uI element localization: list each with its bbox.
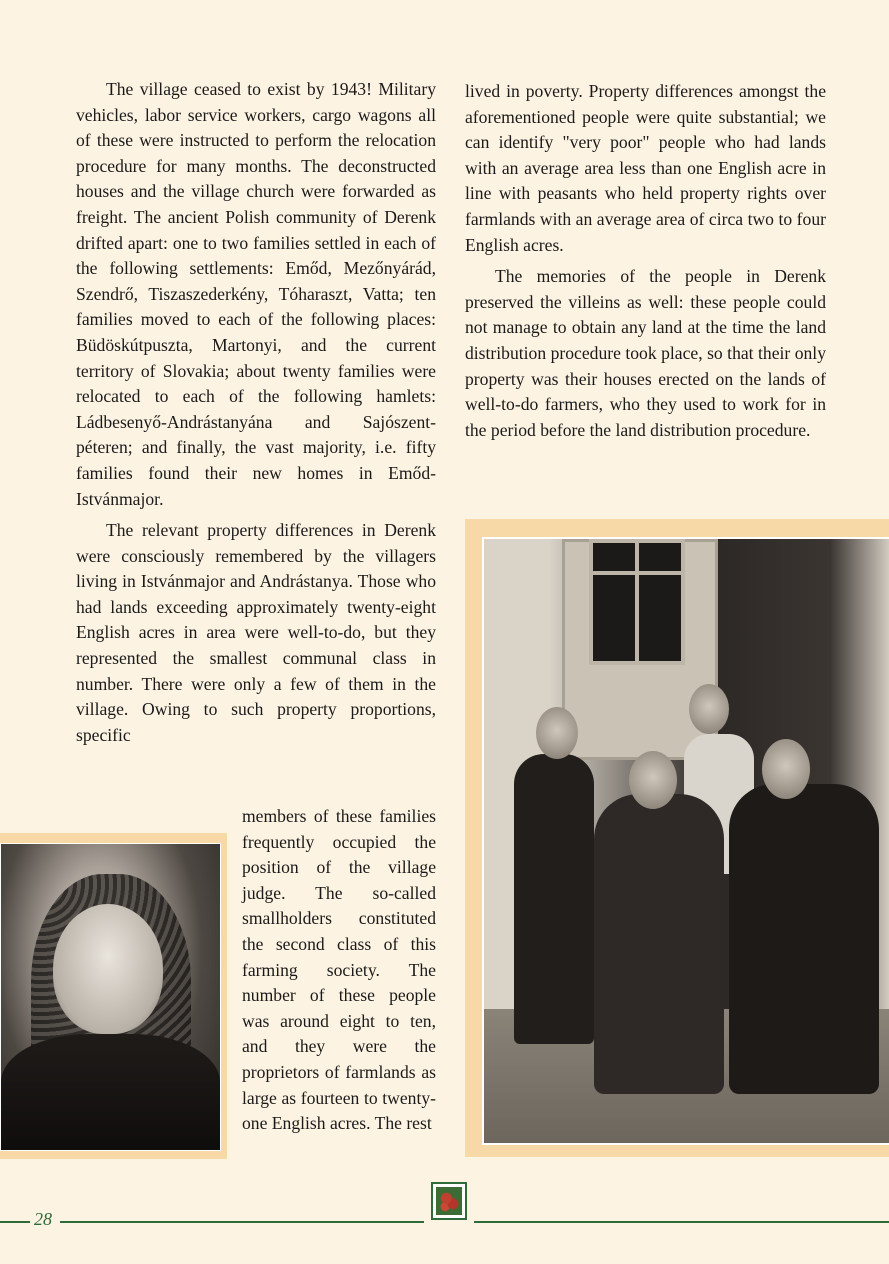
text-column-left [76, 77, 436, 754]
head-seated-middle [629, 751, 677, 809]
paragraph-village-judge: members of these families frequently occupied the position of the village judge. The so-called smallholders constituted the second class of this farming society. The number of these people was around eight to ten, and they were the proprietors of farmlands as large as fourteen to twenty-one English acres. The rest [242, 806, 436, 1134]
footer-rule-left [0, 1221, 30, 1223]
person-seated-right [729, 784, 879, 1094]
body-shape [1, 1034, 220, 1151]
window-shape [589, 539, 685, 665]
head-back-girl [689, 684, 729, 734]
window-frame-horizontal [593, 571, 681, 575]
group-photo-four-women [482, 537, 889, 1145]
paragraph-property-differences: The relevant property differences in Derenk were consciously remembered by the villagers living in Istvánmajor and Andrástanya. Those who had lands exceeding approximately twenty-eight English acres in area were well-to-do, but they represented the smallest communal class in number. There were only a few of them in the village. Owing to such property proportions, specific [76, 520, 436, 745]
person-seated-middle [594, 794, 724, 1094]
footer-emblem-icon [431, 1182, 467, 1220]
paragraph-relocation: The village ceased to exist by 1943! Military vehicles, labor service workers, cargo wagons all of these were instructed to perform the relocation procedure for many months. The deconstructed houses and the village church were forwarded as freight. The ancient Polish community of Derenk drifted apart: one to two families settled in each of the following settlements: Emőd, Mezőnyárád, Szendrő, Tiszaszederkény, Tóharaszt, Vatta; ten families moved to each of the following places: Büdöskútpuszta, Martonyi, and the current territory of Slovakia; about twenty families were relocated to each of the following hamlets: Ládbesenyő-Andrástanyána and Sajószent-péteren; and finally, the vast majority, i.e. fifty families found their new homes in Emőd-Istvánmajor. [76, 79, 436, 509]
page-number: 28 [34, 1209, 52, 1229]
text-column-narrow [242, 804, 436, 1137]
person-left-standing [514, 754, 594, 1044]
face-shape [53, 904, 163, 1034]
paragraph-poverty: lived in poverty. Property differences amongst the aforementioned people were quite substantial; we can identify "very poor" people who had lands with an average area less than one English acre in line with peasants who held property rights over farmlands with an average area of circa two to four English acres. [465, 81, 826, 255]
head-left-standing [536, 707, 578, 759]
paragraph-villeins: The memories of the people in Derenk preserved the villeins as well: these people could not manage to obtain any land at the time the land distribution procedure took place, so that their only property was their houses erected on the lands of well-to-do farmers, who they used to work for in the period before the land distribution procedure. [465, 266, 826, 440]
footer-rule-middle [60, 1221, 424, 1223]
portrait-photo-elderly-woman [0, 843, 221, 1151]
photo-frame-left [0, 833, 227, 1159]
footer-rule-right [474, 1221, 889, 1223]
window-frame-vertical [635, 543, 639, 661]
photo-frame-right [465, 519, 889, 1157]
text-column-right [465, 79, 826, 449]
head-seated-right [762, 739, 810, 799]
